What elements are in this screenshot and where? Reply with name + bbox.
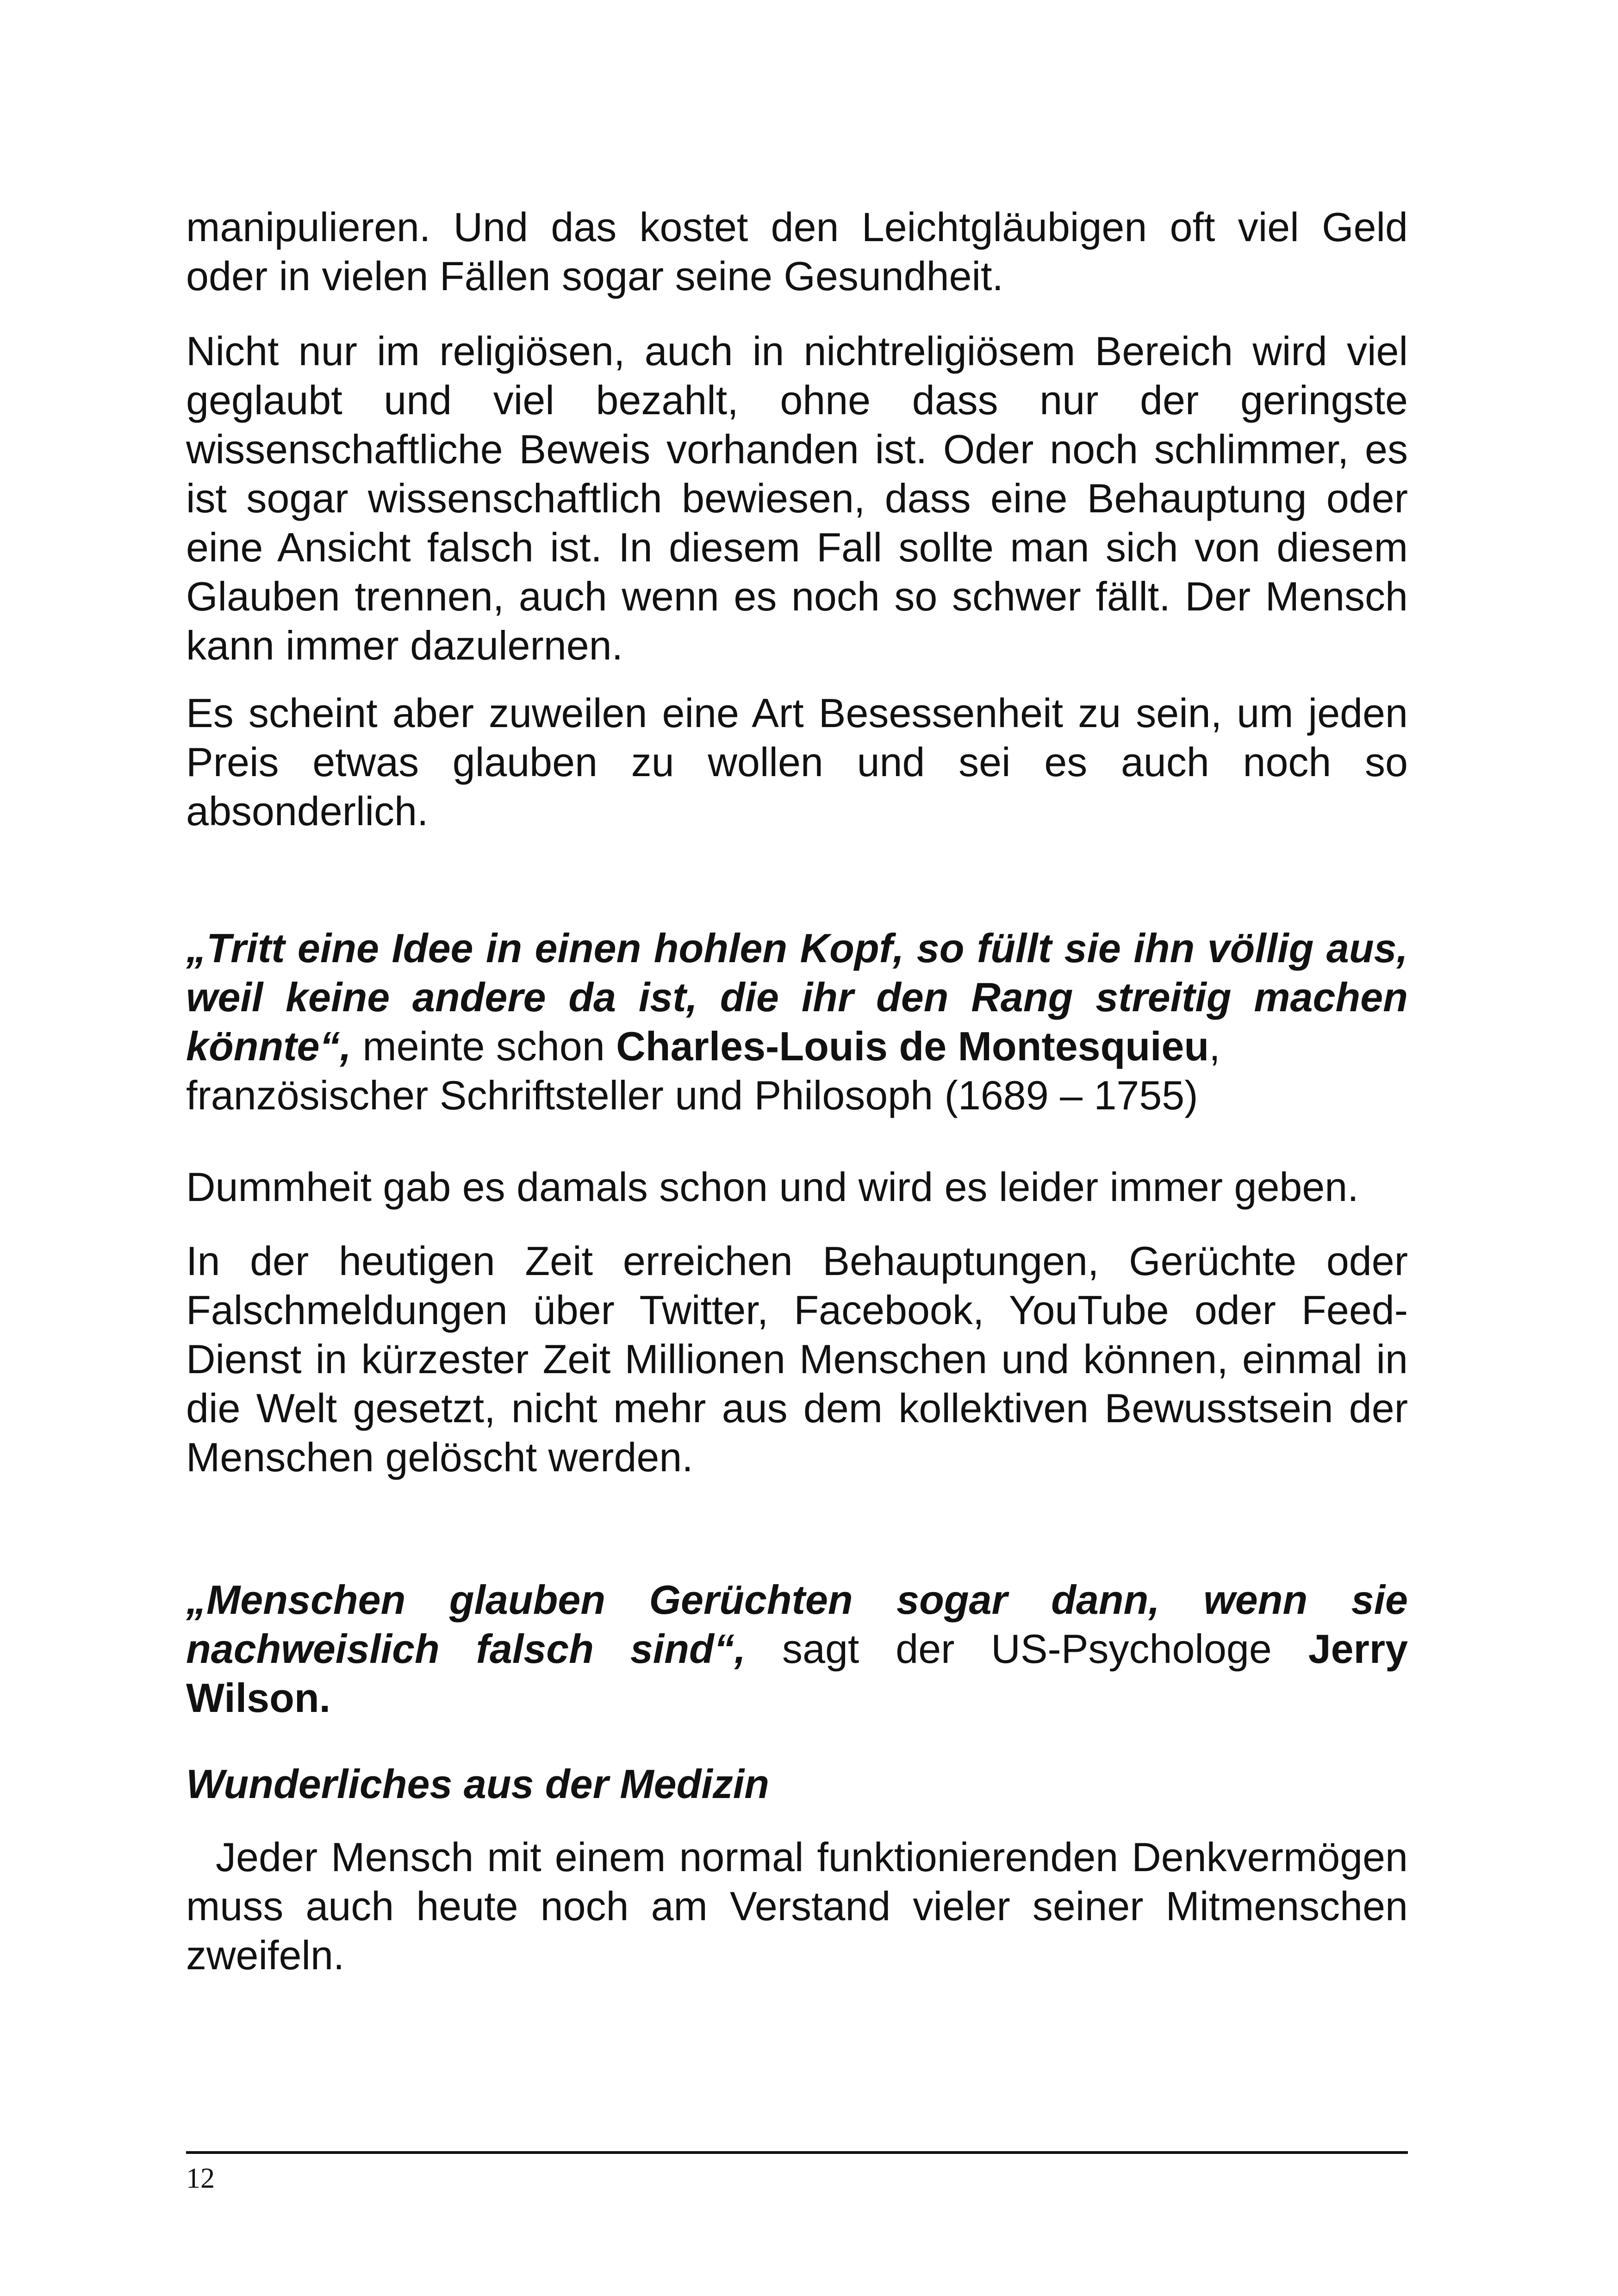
section-heading: Wunderliches aus der Medizin xyxy=(186,1761,769,1807)
footer-divider xyxy=(186,2151,1408,2154)
paragraph-stupidity: Dummheit gab es damals schon und wird es leider immer geben. xyxy=(186,1164,1359,1210)
wilson-quote-text: „Menschen glauben Gerüchten sogar dann, wenn sie nachweislich falsch sind“, xyxy=(186,1577,1408,1672)
page-number: 12 xyxy=(186,2163,215,2194)
paragraph-social-media: In der heutigen Zeit erreichen Behauptungen, Gerüchte oder Falschmeldungen über Twitter, Facebook, YouTube oder Feed-Dienst in kürzester Zeit Millionen Menschen und können, einmal in die Welt gesetzt, nicht mehr aus dem kollektiven Bewusstsein der Menschen gelöscht werden. xyxy=(186,1238,1408,1480)
wilson-quote-intro: sagt der US-Psychologe xyxy=(746,1626,1308,1672)
paragraph-obsession: Es scheint aber zuweilen eine Art Besessenheit zu sein, um jeden Preis etwas glauben zu wollen und sei es auch noch so absonderlich. xyxy=(186,690,1408,834)
paragraph-medicine: Jeder Mensch mit einem normal funktionierenden Denkvermögen muss auch heute noch am Verstand vieler seiner Mitmenschen zweifeln. xyxy=(186,1834,1408,1978)
paragraph-montesquieu-quote xyxy=(186,924,1408,1120)
montesquieu-quote-intro: meinte schon xyxy=(351,1023,616,1069)
paragraph-wilson-quote xyxy=(186,1575,1408,1723)
montesquieu-author: Charles-Louis de Montesquieu xyxy=(616,1023,1209,1069)
paragraph-intro: manipulieren. Und das kostet den Leichtgläubigen oft viel Geld oder in vielen Fällen sogar seine Gesundheit. xyxy=(186,204,1408,299)
montesquieu-quote-text: „Tritt eine Idee in einen hohlen Kopf, so füllt sie ihn völlig aus, weil keine andere da ist, die ihr den Rang streitig machen könnte“, xyxy=(186,925,1408,1069)
montesquieu-description: französischer Schriftsteller und Philosoph (1689 – 1755) xyxy=(186,1072,1198,1118)
montesquieu-comma: , xyxy=(1209,1023,1220,1069)
paragraph-belief: Nicht nur im religiösen, auch in nichtreligiösem Bereich wird viel geglaubt und viel bezahlt, ohne dass nur der geringste wissenschaftliche Beweis vorhanden ist. Oder noch schlimmer, es ist sogar wissenschaftlich bewiesen, dass eine Behauptung oder eine Ansicht falsch ist. In diesem Fall sollte man sich von diesem Glauben trennen, auch wenn es noch so schwer fällt. Der Mensch kann immer dazulernen. xyxy=(186,328,1408,668)
wilson-author: Jerry Wilson. xyxy=(186,1626,1408,1721)
